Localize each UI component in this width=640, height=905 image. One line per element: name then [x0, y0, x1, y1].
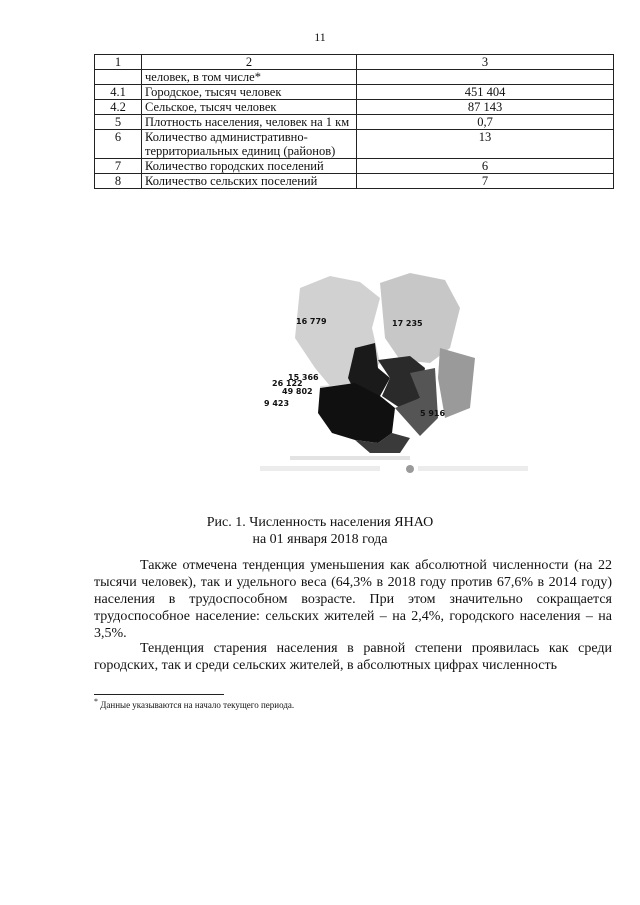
row-value: 7: [357, 174, 614, 189]
figure-caption-line: Рис. 1. Численность населения ЯНАО: [206, 515, 434, 530]
population-table: [94, 54, 614, 189]
table-row: [95, 174, 614, 189]
row-label: Плотность населения, человек на 1 км: [142, 115, 357, 130]
row-label: Городское, тысяч человек: [142, 85, 357, 100]
map-label: 9 423: [264, 399, 290, 408]
map-label: 26 122: [272, 379, 303, 388]
table-row: [95, 130, 614, 159]
row-number: 4.2: [95, 100, 142, 115]
paragraph: Также отмечена тенденция уменьшения как абсолютной численности (на 22 тысячи человек), так и удельного веса (64,3% в 2018 году против 67,6% в 2014 году) населения в трудоспособном возрасте. При этом значительно сокращается трудоспособное население: сельских жителей – на 2,4%, городского населения – на 3,5%.: [94, 558, 612, 641]
header-cell: 2: [142, 55, 357, 70]
row-value: 87 143: [357, 100, 614, 115]
row-number: [95, 70, 142, 85]
table-row: [95, 115, 614, 130]
map-label: 5 916: [420, 409, 446, 418]
row-value: 13: [357, 130, 614, 159]
row-value: 6: [357, 159, 614, 174]
row-label: Сельское, тысяч человек: [142, 100, 357, 115]
footnote-text: Данные указываются на начало текущего периода.: [100, 700, 295, 710]
row-label: человек, в том числе*: [142, 70, 357, 85]
table-header-row: [95, 55, 614, 70]
figure-caption: [0, 514, 640, 548]
table-row: [95, 159, 614, 174]
row-value: 451 404: [357, 85, 614, 100]
row-number: 4.1: [95, 85, 142, 100]
table-row: [95, 100, 614, 115]
paragraph: Тенденция старения населения в равной степени проявилась как среди городских, так и среди сельских жителей, в абсолютных цифрах численность: [94, 641, 612, 673]
map-label: 15 366: [288, 373, 319, 382]
header-cell: 1: [95, 55, 142, 70]
map-legend-line: [290, 456, 410, 460]
map-legend-swatch: [406, 465, 414, 473]
footnote: [94, 697, 294, 710]
map-label: 17 235: [392, 319, 423, 328]
row-label: Количество сельских поселений: [142, 174, 357, 189]
map-label: 16 779: [296, 317, 327, 326]
map-label: 49 802: [282, 387, 313, 396]
table-row: [95, 85, 614, 100]
row-label: Количество городских поселений: [142, 159, 357, 174]
map-label: 16 930: [350, 427, 381, 436]
header-cell: 3: [357, 55, 614, 70]
row-number: 6: [95, 130, 142, 159]
region-population-map: [260, 268, 550, 528]
row-number: 5: [95, 115, 142, 130]
footnote-mark: *: [94, 697, 98, 706]
footnote-rule: [94, 694, 224, 695]
table-row: [95, 70, 614, 85]
map-graphic: [260, 268, 550, 528]
page-number: 11: [314, 30, 326, 44]
row-label: Количество административно-территориальных единиц (районов): [142, 130, 357, 159]
row-number: 7: [95, 159, 142, 174]
row-value: [357, 70, 614, 85]
figure-caption-line: на 01 января 2018 года: [252, 532, 388, 547]
map-legend-line: [260, 466, 380, 471]
row-number: 8: [95, 174, 142, 189]
row-value: 0,7: [357, 115, 614, 130]
map-legend-line: [418, 466, 528, 471]
